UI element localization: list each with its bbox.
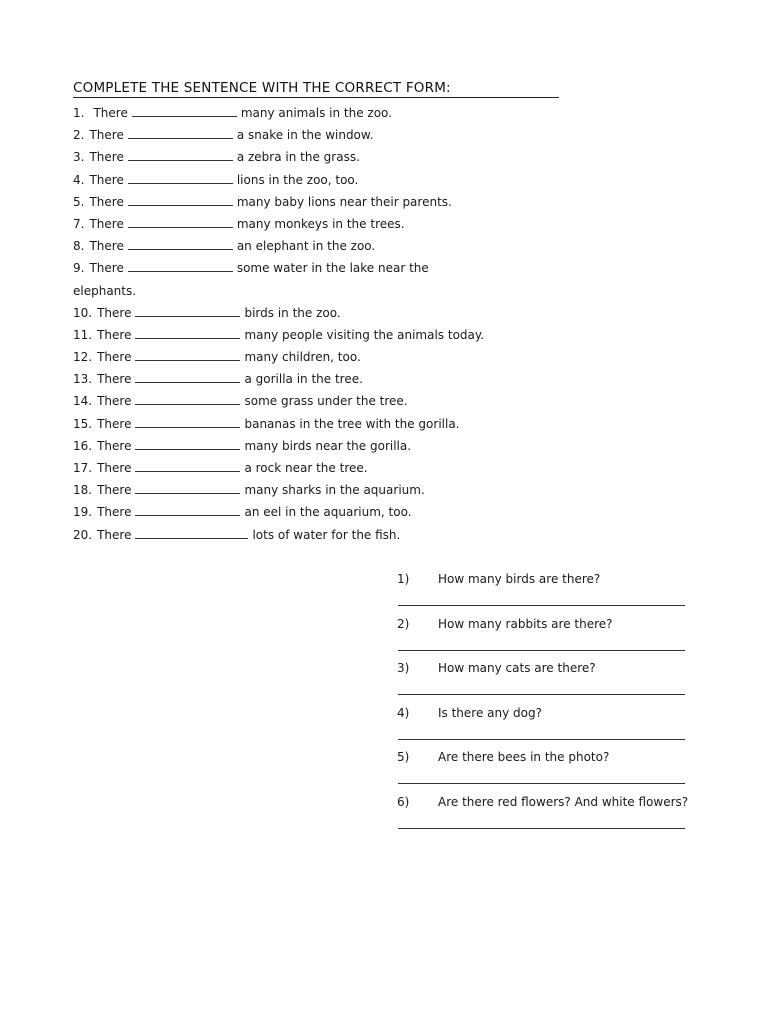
question-item bbox=[397, 750, 697, 795]
answer-blank[interactable] bbox=[135, 481, 240, 494]
sentence-word: There bbox=[97, 372, 132, 387]
sentence-item bbox=[73, 392, 543, 414]
answer-blank[interactable] bbox=[135, 503, 240, 516]
sentence-rest: many animals in the zoo. bbox=[240, 106, 392, 120]
sentence-item bbox=[73, 193, 543, 215]
sentence-word: There bbox=[97, 350, 132, 365]
sentence-word: There bbox=[97, 327, 132, 342]
sentence-number: 7. bbox=[73, 216, 85, 231]
sentence-rest: many birds near the gorilla. bbox=[244, 438, 412, 453]
sentence-rest: many children, too. bbox=[244, 350, 361, 365]
answer-blank[interactable] bbox=[128, 215, 233, 228]
sentence-rest: bananas in the tree with the gorilla. bbox=[244, 416, 460, 431]
sentence-rest: lots of water for the fish. bbox=[252, 527, 401, 542]
answer-blank[interactable] bbox=[128, 193, 233, 206]
sentence-number: 14. bbox=[73, 394, 93, 409]
question-text: How many cats are there? bbox=[438, 661, 596, 675]
sentence-item bbox=[73, 348, 543, 370]
answer-blank[interactable] bbox=[128, 259, 233, 272]
sentence-item bbox=[73, 215, 543, 237]
sentence-number: 13. bbox=[73, 372, 93, 387]
answer-blank[interactable] bbox=[128, 171, 233, 184]
sentence-number: 2. bbox=[73, 128, 85, 143]
question-list bbox=[397, 572, 697, 839]
answer-blank[interactable] bbox=[135, 370, 240, 383]
sentence-number: 10. bbox=[73, 305, 93, 320]
sentence-number: 17. bbox=[73, 461, 93, 475]
sentence-number: 8. bbox=[73, 239, 85, 254]
sentence-number: 19. bbox=[73, 505, 93, 520]
question-number: 5) bbox=[397, 750, 410, 764]
sentence-rest: some grass under the tree. bbox=[244, 394, 408, 409]
sentence-number: 1. bbox=[73, 106, 85, 120]
sentence-rest: an eel in the aquarium, too. bbox=[244, 505, 412, 520]
question-text: Is there any dog? bbox=[438, 705, 542, 720]
sentence-number: 12. bbox=[73, 350, 93, 365]
sentence-word: There bbox=[97, 305, 132, 320]
sentence-word: There bbox=[89, 239, 124, 254]
sentence-word: There bbox=[97, 527, 132, 542]
sentence-item bbox=[73, 326, 543, 348]
answer-blank[interactable] bbox=[135, 326, 240, 339]
answer-line[interactable] bbox=[398, 650, 685, 651]
sentence-word: There bbox=[89, 216, 124, 231]
sentence-item bbox=[73, 148, 543, 170]
sentence-item bbox=[73, 126, 543, 148]
sentence-item bbox=[73, 526, 543, 548]
sentence-continuation: elephants. bbox=[73, 283, 137, 298]
answer-blank[interactable] bbox=[128, 148, 233, 161]
question-number: 3) bbox=[397, 661, 410, 675]
answer-blank[interactable] bbox=[128, 237, 233, 250]
sentence-word: There bbox=[97, 394, 132, 409]
sentence-rest: many sharks in the aquarium. bbox=[244, 483, 425, 498]
sentence-item bbox=[73, 437, 543, 459]
question-text: Are there red flowers? And white flowers? bbox=[438, 794, 689, 809]
sentence-word: There bbox=[89, 128, 124, 143]
sentence-item bbox=[73, 171, 543, 193]
sentence-rest: a snake in the window. bbox=[236, 128, 374, 143]
answer-blank[interactable] bbox=[135, 526, 248, 539]
answer-blank[interactable] bbox=[135, 392, 240, 405]
sentence-item bbox=[73, 370, 543, 392]
sentence-item bbox=[73, 503, 543, 525]
sentence-number: 3. bbox=[73, 150, 85, 165]
answer-blank[interactable] bbox=[135, 304, 240, 317]
question-item bbox=[397, 661, 697, 706]
question-item bbox=[397, 795, 697, 840]
answer-blank[interactable] bbox=[135, 459, 240, 472]
sentence-number: 20. bbox=[73, 527, 93, 542]
sentence-word: There bbox=[97, 483, 132, 498]
question-text: How many birds are there? bbox=[438, 572, 601, 586]
question-text: Are there bees in the photo? bbox=[438, 750, 610, 764]
sentence-word: There bbox=[89, 194, 124, 209]
sentence-number: 15. bbox=[73, 416, 93, 431]
sentence-rest: many baby lions near their parents. bbox=[236, 194, 452, 209]
sentence-item bbox=[73, 259, 543, 281]
question-number: 6) bbox=[397, 794, 410, 809]
sentence-rest: many monkeys in the trees. bbox=[236, 216, 405, 231]
sentence-number: 9. bbox=[73, 261, 85, 276]
sentence-rest: birds in the zoo. bbox=[244, 305, 341, 320]
sentence-number: 18. bbox=[73, 483, 93, 498]
answer-line[interactable] bbox=[398, 783, 685, 784]
sentence-number: 5. bbox=[73, 194, 85, 209]
sentence-rest: an elephant in the zoo. bbox=[236, 239, 376, 254]
sentence-item bbox=[73, 481, 543, 503]
sentence-word: There bbox=[97, 505, 132, 520]
answer-line[interactable] bbox=[398, 739, 685, 740]
sentence-word: There bbox=[97, 416, 132, 431]
sentence-number: 4. bbox=[73, 172, 85, 187]
answer-blank[interactable] bbox=[132, 104, 237, 117]
worksheet-title: COMPLETE THE SENTENCE WITH THE CORRECT FORM: bbox=[73, 80, 559, 98]
sentence-rest: a zebra in the grass. bbox=[236, 150, 360, 165]
sentence-item bbox=[73, 237, 543, 259]
sentence-rest: some water in the lake near the bbox=[236, 261, 429, 276]
sentence-item bbox=[73, 104, 543, 126]
sentence-item bbox=[73, 304, 543, 326]
question-number: 2) bbox=[397, 616, 410, 631]
sentence-word: There bbox=[89, 261, 124, 276]
sentence-item bbox=[73, 415, 543, 437]
sentence-item bbox=[73, 459, 543, 481]
sentence-number: 11. bbox=[73, 327, 93, 342]
sentence-word: There bbox=[97, 438, 132, 453]
question-item bbox=[397, 617, 697, 662]
answer-line[interactable] bbox=[398, 694, 685, 695]
sentence-word: There bbox=[89, 150, 124, 165]
sentence-list bbox=[73, 104, 543, 548]
sentence-word: There bbox=[89, 172, 124, 187]
sentence-number: 16. bbox=[73, 438, 93, 453]
answer-line[interactable] bbox=[398, 605, 685, 606]
answer-blank[interactable] bbox=[135, 348, 240, 361]
sentence-rest: a rock near the tree. bbox=[244, 461, 368, 475]
sentence-word: There bbox=[93, 106, 128, 120]
answer-blank[interactable] bbox=[128, 126, 233, 139]
sentence-rest: lions in the zoo, too. bbox=[236, 172, 359, 187]
answer-blank[interactable] bbox=[135, 437, 240, 450]
question-item bbox=[397, 706, 697, 751]
answer-line[interactable] bbox=[398, 828, 685, 829]
question-number: 1) bbox=[397, 572, 410, 586]
question-text: How many rabbits are there? bbox=[438, 616, 613, 631]
sentence-rest: many people visiting the animals today. bbox=[244, 327, 485, 342]
sentence-rest: a gorilla in the tree. bbox=[244, 372, 363, 387]
question-item bbox=[397, 572, 697, 617]
sentence-word: There bbox=[97, 461, 132, 475]
answer-blank[interactable] bbox=[135, 415, 240, 428]
question-number: 4) bbox=[397, 705, 410, 720]
